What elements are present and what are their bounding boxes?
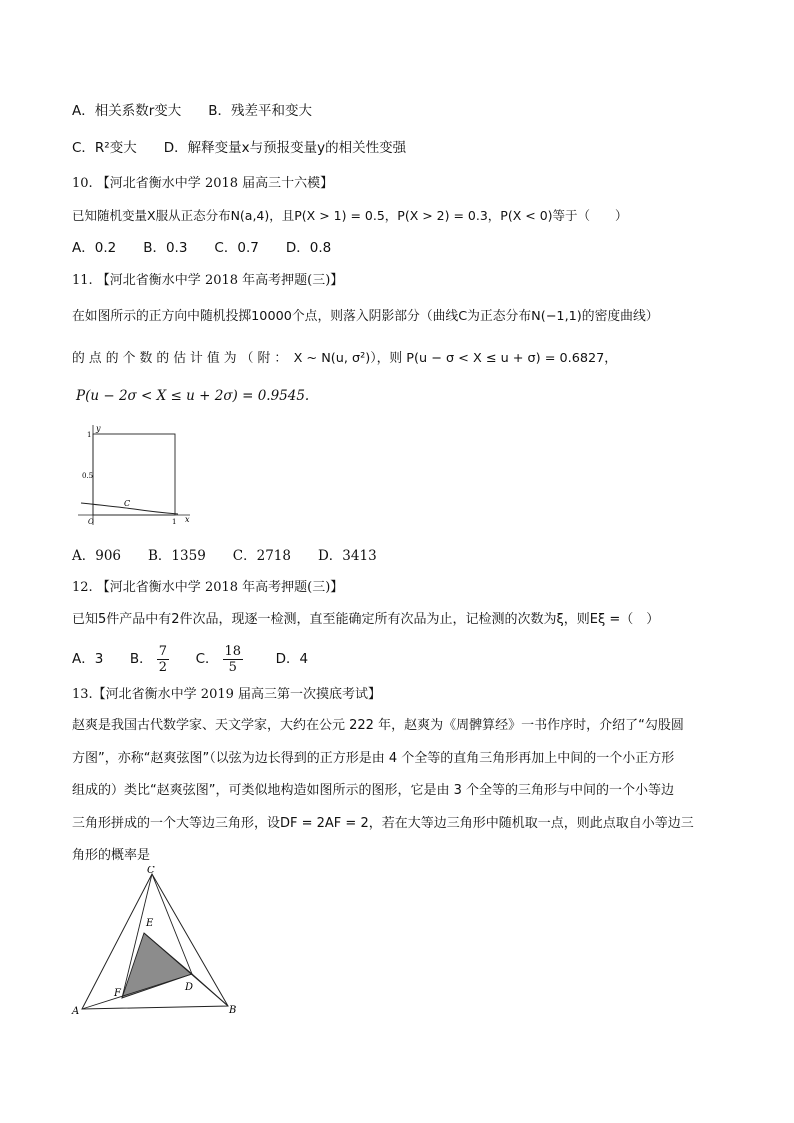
q10-stem: 已知随机变量X服从正态分布N(a,4)，且P(X > 1) = 0.5，P(X > 2) = 0.3，P(X < 0)等于（ ） xyxy=(72,208,628,223)
q13-stem-line4: 三角形拼成的一个大等边三角形，设DF = 2AF = 2，若在大等边三角形中随机取一点，则此点取自小等边三 xyxy=(72,816,694,831)
y-axis-label: y xyxy=(96,424,101,433)
q10-source: 10. 【河北省衡水中学 2018 届高三十六模】 xyxy=(72,176,334,191)
x-tick-1-label: 1 xyxy=(172,518,177,526)
label-f: F xyxy=(114,988,121,999)
label-c: C xyxy=(147,866,155,876)
q13-figure xyxy=(70,866,245,1018)
large-equilateral-triangle xyxy=(82,874,228,1009)
q11-options: A．906 B．1359 C．2718 D．3413 xyxy=(72,548,377,564)
label-b: B xyxy=(229,1005,237,1016)
q11-stem-line3: P(u − 2σ < X ≤ u + 2σ) = 0.9545. xyxy=(76,388,310,404)
q11-figure xyxy=(74,421,196,529)
q13-stem-line3: 组成的）类比“赵爽弦图”，可类似地构造如图所示的图形，它是由 3 个全等的三角形与中间的一个小等边 xyxy=(72,783,675,798)
q13-source: 13.【河北省衡水中学 2019 届高三第一次摸底考试】 xyxy=(72,687,382,702)
unit-square xyxy=(93,434,175,515)
q13-stem-line1: 赵爽是我国古代数学家、天文学家，大约在公元 222 年，赵爽为《周髀算经》一书作序时，介绍了“勾股圆 xyxy=(72,718,684,733)
tick-05-label: 0.5 xyxy=(82,472,94,480)
q12-option-b-num: 7 xyxy=(158,643,167,659)
q12-option-b-fraction xyxy=(157,644,169,675)
label-a: A xyxy=(72,1006,80,1017)
q9-options-line2: C．R²变大 D．解释变量x与预报变量y的相关性变强 xyxy=(72,140,407,156)
q12-option-c-fraction xyxy=(223,644,244,675)
q13-stem-line2: 方图”，亦称“赵爽弦图”（以弦为边长得到的正方形是由 4 个全等的直角三角形再加上中间的一个小正方形 xyxy=(72,751,675,766)
q11-source: 11. 【河北省衡水中学 2018 年高考押题(三)】 xyxy=(72,273,344,288)
q10-options: A．0.2 B．0.3 C．0.7 D．0.8 xyxy=(72,240,332,256)
curve-c-label: C xyxy=(124,499,131,508)
q12-option-c-den: 5 xyxy=(228,659,237,675)
q11-stem-line1: 在如图所示的正方向中随机投掷10000个点，则落入阴影部分（曲线C为正态分布N(−1,1)的密度曲线） xyxy=(72,309,659,324)
label-d: D xyxy=(185,982,194,993)
label-e: E xyxy=(146,918,154,929)
x-axis-label: x xyxy=(185,515,190,524)
q11-stem-line2: 的 点 的 个 数 的 估 计 值 为 （ 附 ： X ~ N(u, σ²)），则 P(u − σ < X ≤ u + σ) = 0.6827， xyxy=(72,351,618,366)
q12-option-c-num: 18 xyxy=(224,643,242,659)
q12-option-b-den: 2 xyxy=(158,659,167,675)
q12-stem: 已知5件产品中有2件次品，现逐一检测，直至能确定所有次品为止，记检测的次数为ξ，则Eξ =（ ） xyxy=(72,612,660,627)
q12-options xyxy=(72,640,308,678)
q9-options-line1: A．相关系数r变大 B．残差平和变大 xyxy=(72,103,313,119)
q12-option-d: D．4 xyxy=(275,651,309,667)
q13-stem-line5: 角形的概率是 xyxy=(72,848,151,863)
q12-option-b-prefix: B． xyxy=(129,651,153,667)
q12-option-c-prefix: C． xyxy=(195,651,219,667)
q12-source: 12. 【河北省衡水中学 2018 年高考押题(三)】 xyxy=(72,580,344,595)
origin-label: O xyxy=(88,518,94,526)
q12-option-a: A．3 xyxy=(72,651,104,667)
tick-1-label: 1 xyxy=(87,431,92,439)
